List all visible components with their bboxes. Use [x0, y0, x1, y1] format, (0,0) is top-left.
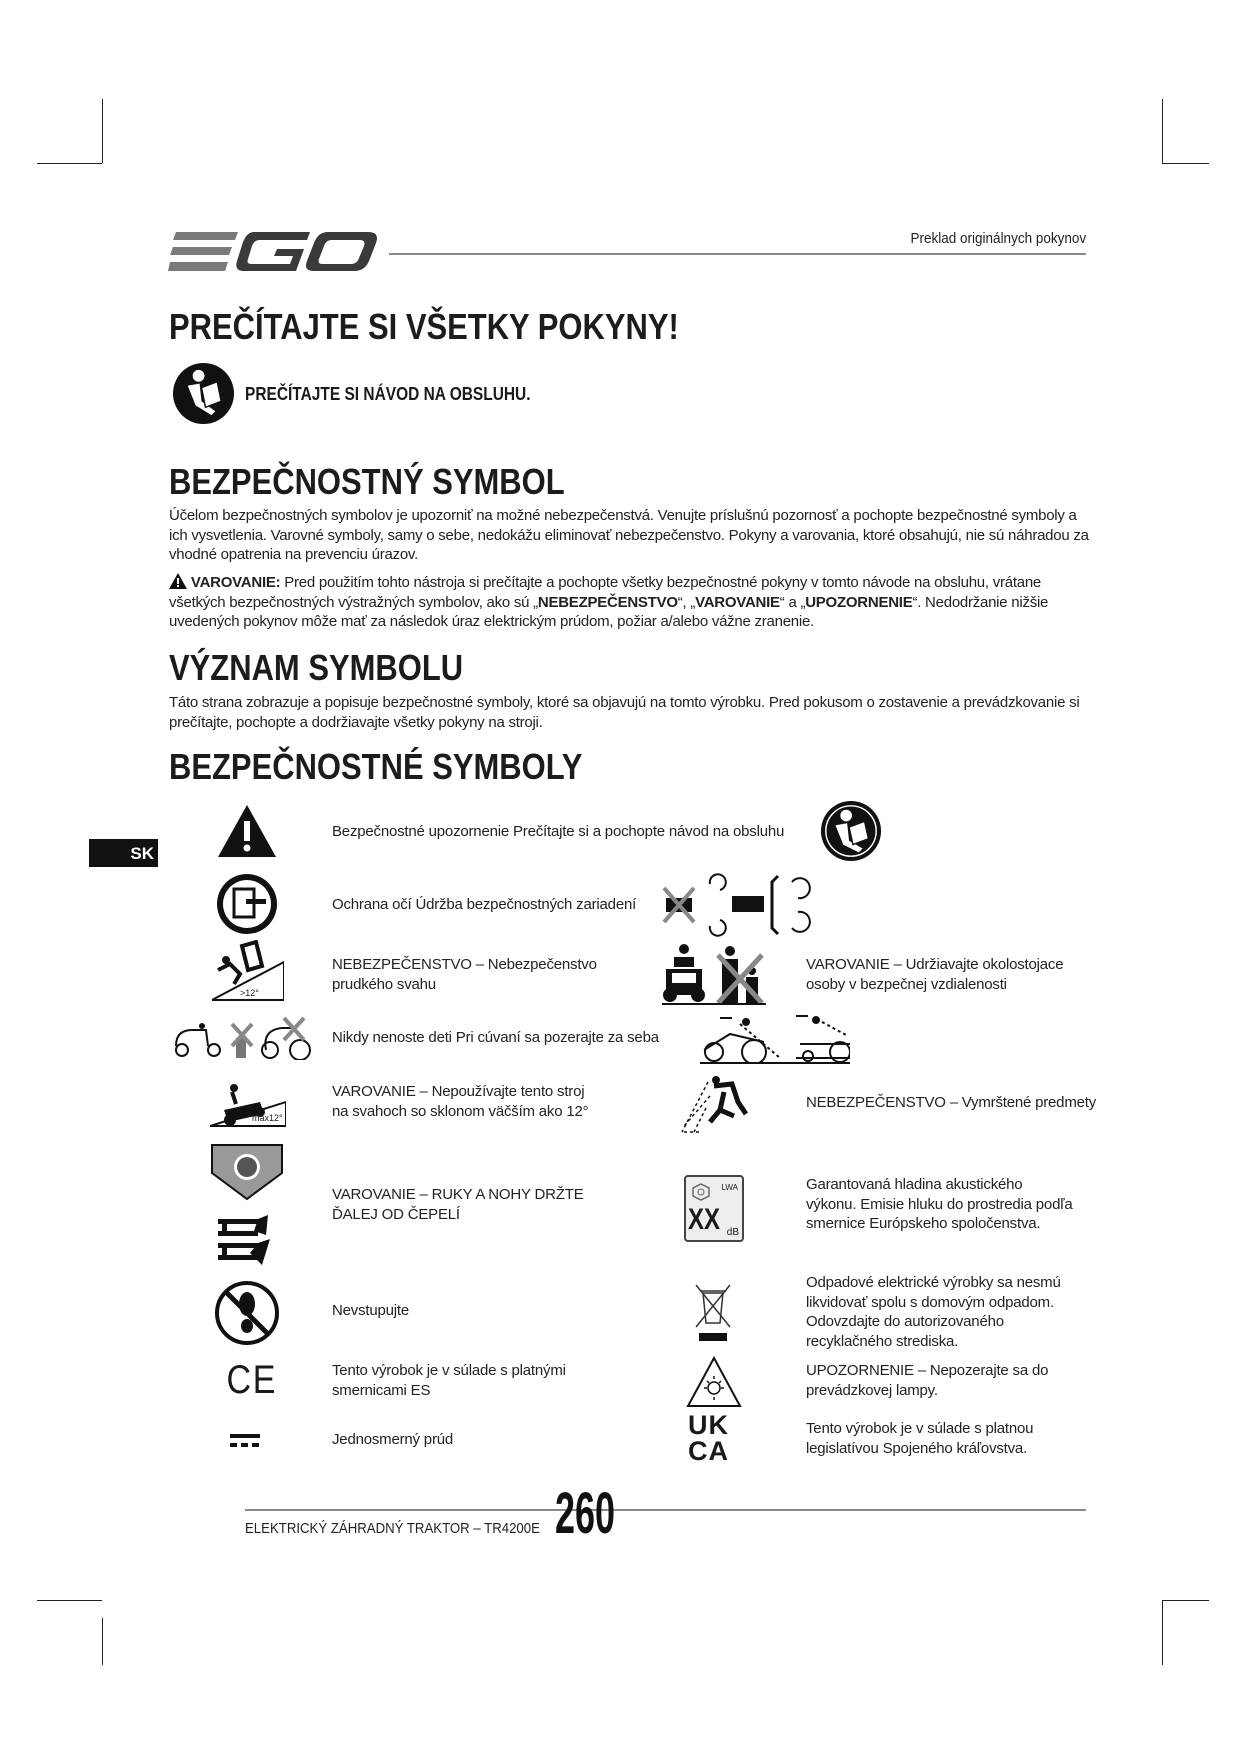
page-title: PREČÍTAJTE SI VŠETKY POKYNY! [169, 306, 679, 347]
symbol-text: NEBEZPEČENSTVO – Nebezpečenstvo prudkého svahu [332, 956, 597, 993]
warning-term: UPOZORNENIE [805, 593, 913, 611]
symbol-text: Garantovaná hladina akustického výkonu. Emisie hluku do prostredia podľa smernice Európskeho spoločenstva. [806, 1176, 1073, 1232]
direct-current-icon [230, 1434, 260, 1448]
symbol-text: Tento výrobok je v súlade s platnými smernicami ES [332, 1362, 566, 1399]
slope-badge: max12° [252, 1113, 283, 1123]
sound-power-icon [684, 1175, 744, 1242]
keep-bystanders-away-icon [660, 943, 768, 1005]
language-tab-label: SK [130, 844, 154, 863]
symbol-meaning-paragraph: Táto strana zobrazuje a popisuje bezpečnostné symboly, ktoré sa objavujú na tomto výrobku. Pred pokusom o zostavenie a prevádzkovanie si prečítajte, pochopte a dodržiavajte všetky pokyny na stroji. [169, 694, 1080, 731]
lwa-label: LWA [721, 1183, 738, 1192]
header-subtitle: Preklad originálnych pokynov [910, 230, 1086, 247]
read-manual-icon [820, 800, 882, 862]
warning-text: “, „ [677, 593, 696, 611]
ego-logo [168, 230, 378, 274]
maintain-guards-icon [660, 872, 816, 938]
footer-rule [245, 1509, 1086, 1511]
crop-mark [102, 1618, 103, 1665]
blade-hands-feet-icon [210, 1143, 284, 1267]
read-manual-text: PREČÍTAJTE SI NÁVOD NA OBSLUHU. [245, 384, 531, 404]
safety-alert-icon [218, 805, 276, 857]
ukca-line-1: UK [688, 1410, 729, 1440]
crop-mark [37, 1600, 102, 1601]
header-rule [389, 253, 1086, 255]
symbol-text: VAROVANIE – RUKY A NOHY DRŽTE ĎALEJ OD ČEPELÍ [332, 1186, 584, 1223]
sound-value: XX [688, 1203, 721, 1236]
thrown-objects-icon [680, 1074, 748, 1134]
symbol-text: Odpadové elektrické výrobky sa nesmú likvidovať spolu s domovým odpadom. Odovzdajte do autorizovaného recyklačného strediska. [806, 1274, 1061, 1350]
warning-triangle-icon [169, 573, 187, 589]
symbol-text: Jednosmerný prúd [332, 1431, 454, 1448]
page-number: 260 [555, 1481, 616, 1546]
ce-mark-icon [226, 1358, 277, 1403]
footer-title: ELEKTRICKÝ ZÁHRADNÝ TRAKTOR – TR4200E [245, 1520, 540, 1537]
crop-mark [1162, 99, 1163, 163]
no-step-icon [214, 1280, 280, 1346]
section-title-safety-symbols: BEZPEČNOSTNÉ SYMBOLY [169, 746, 583, 787]
warning-text: Pred použitím tohto nástroja si prečítajte a pochopte všetky bezpečnostné pokyny v tomto návode na obsluhu, vrátane všetkých bezpečnostných výstražných symbolov, ako sú „ [169, 574, 1042, 611]
warning-paragraph [169, 573, 1089, 632]
no-children-icon [172, 1016, 317, 1060]
slope-badge: >12° [240, 988, 259, 998]
warning-text: “ a „ [779, 593, 806, 611]
weee-icon [694, 1283, 732, 1343]
symbol-text: Tento výrobok je v súlade s platnou legislatívou Spojeného kráľovstva. [806, 1420, 1034, 1457]
crop-mark [102, 99, 103, 163]
crop-mark [37, 163, 102, 164]
look-behind-icon [700, 1014, 850, 1064]
section-title-symbol-meaning: VÝZNAM SYMBOLU [169, 647, 464, 688]
symbol-text: Nikdy nenoste deti Pri cúvaní sa pozerajte za seba [332, 1029, 659, 1046]
section-title-safety-symbol: BEZPEČNOSTNÝ SYMBOL [169, 461, 565, 502]
safety-symbol-paragraph: Účelom bezpečnostných symbolov je upozorniť na možné nebezpečenstvá. Venujte príslušnú pozornosť a pochopte bezpečnostné symboly a ich vysvetlenia. Varovné symboly, samy o sebe, nedokážu eliminovať nebezpečenstvo. Pokyny a varovania, ktoré obsahujú, nie sú náhradou za vhodné opatrenia na prevenciu úrazov. [169, 507, 1089, 563]
warning-term: NEBEZPEČENSTVO [537, 593, 678, 611]
warning-term: VAROVANIE [695, 593, 780, 611]
ce-mark-text: CE [226, 1358, 278, 1402]
crop-mark [1162, 163, 1209, 164]
symbol-text: Bezpečnostné upozornenie Prečítajte si a pochopte návod na obsluhu [332, 823, 785, 840]
symbol-text: VAROVANIE – Udržiavajte okolostojace osoby v bezpečnej vzdialenosti [806, 956, 1064, 993]
do-not-stare-lamp-icon [686, 1356, 742, 1408]
warning-text: “. Nedodržanie nižšie uvedených pokynov môže mať za následok úraz elektrickým prúdom, požiar a/alebo vážne zranenie. [169, 593, 1049, 630]
sound-unit: dB [726, 1227, 739, 1238]
crop-mark [1162, 1600, 1163, 1665]
symbol-text: Nevstupujte [332, 1302, 410, 1319]
symbol-text: VAROVANIE – Nepoužívajte tento stroj na svahoch so sklonom väčším ako 12° [332, 1083, 589, 1120]
symbol-text: NEBEZPEČENSTVO – Vymrštené predmety [806, 1094, 1097, 1111]
language-tab [89, 839, 158, 867]
read-manual-icon [172, 362, 235, 425]
warning-label: VAROVANIE: [190, 574, 281, 591]
symbol-text: Ochrana očí Údržba bezpečnostných zariadení [332, 896, 637, 913]
sound-power-symbol-icon [692, 1183, 710, 1201]
ukca-mark-icon [688, 1412, 729, 1464]
crop-mark [1162, 1600, 1209, 1601]
symbol-text: UPOZORNENIE – Nepozerajte sa do prevádzkovej lampy. [806, 1362, 1049, 1399]
eye-protection-icon [216, 873, 278, 935]
ukca-line-2: CA [688, 1436, 729, 1466]
